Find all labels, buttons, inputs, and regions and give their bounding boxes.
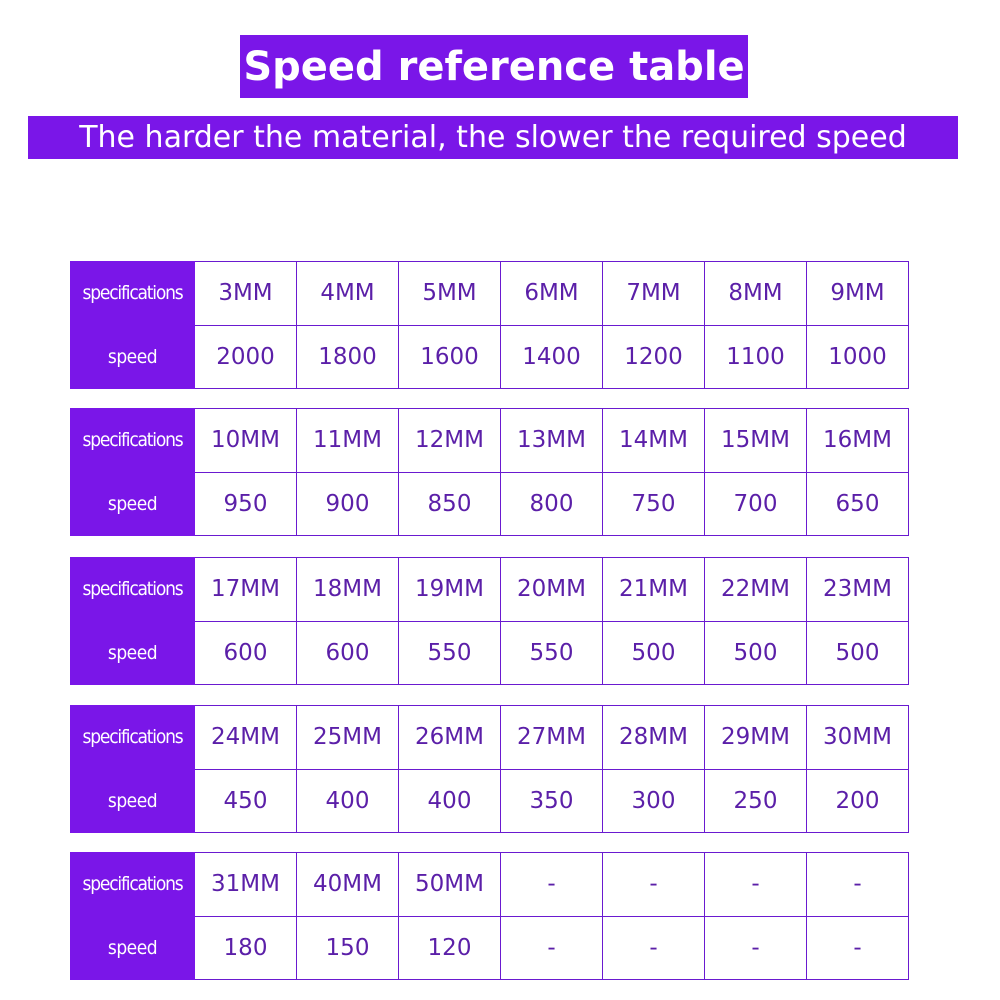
speed-cell: 300 [603, 769, 705, 833]
spec-cell: 23MM [807, 558, 909, 622]
spec-cell: 10MM [195, 409, 297, 473]
spec-row-label: specifications [71, 853, 195, 917]
speed-cell: 950 [195, 472, 297, 536]
speed-row [71, 621, 909, 685]
spec-row [71, 409, 909, 473]
speed-cell: - [501, 916, 603, 980]
spec-cell: 15MM [705, 409, 807, 473]
speed-table-4 [70, 705, 909, 833]
speed-cell: 900 [297, 472, 399, 536]
spec-cell: 28MM [603, 706, 705, 770]
spec-cell: - [807, 853, 909, 917]
spec-cell: 27MM [501, 706, 603, 770]
speed-table-3 [70, 557, 909, 685]
spec-cell: 29MM [705, 706, 807, 770]
speed-cell: 450 [195, 769, 297, 833]
speed-row [71, 769, 909, 833]
spec-cell: 7MM [603, 262, 705, 326]
speed-cell: 700 [705, 472, 807, 536]
speed-cell: 750 [603, 472, 705, 536]
speed-cell: 550 [501, 621, 603, 685]
speed-row-label: speed [71, 916, 195, 980]
spec-cell: 11MM [297, 409, 399, 473]
page-subtitle: The harder the material, the slower the required speed [28, 116, 958, 159]
speed-cell: 600 [297, 621, 399, 685]
spec-row [71, 706, 909, 770]
spec-cell: 5MM [399, 262, 501, 326]
speed-cell: 500 [603, 621, 705, 685]
speed-cell: 600 [195, 621, 297, 685]
speed-cell: 400 [399, 769, 501, 833]
spec-cell: 14MM [603, 409, 705, 473]
speed-cell: 250 [705, 769, 807, 833]
spec-row [71, 853, 909, 917]
spec-cell: 24MM [195, 706, 297, 770]
speed-cell: 350 [501, 769, 603, 833]
speed-cell: 650 [807, 472, 909, 536]
spec-cell: 50MM [399, 853, 501, 917]
spec-cell: 30MM [807, 706, 909, 770]
speed-cell: 500 [705, 621, 807, 685]
speed-cell: 1800 [297, 325, 399, 389]
spec-cell: 9MM [807, 262, 909, 326]
speed-cell: 180 [195, 916, 297, 980]
speed-cell: - [705, 916, 807, 980]
speed-cell: 1600 [399, 325, 501, 389]
spec-cell: 12MM [399, 409, 501, 473]
spec-cell: 4MM [297, 262, 399, 326]
speed-cell: 1000 [807, 325, 909, 389]
speed-row-label: speed [71, 325, 195, 389]
speed-cell: 200 [807, 769, 909, 833]
spec-row [71, 262, 909, 326]
spec-cell: - [603, 853, 705, 917]
spec-cell: 19MM [399, 558, 501, 622]
speed-cell: 150 [297, 916, 399, 980]
speed-cell: 500 [807, 621, 909, 685]
speed-cell: 400 [297, 769, 399, 833]
spec-row-label: specifications [71, 409, 195, 473]
speed-row [71, 472, 909, 536]
spec-row-label: specifications [71, 558, 195, 622]
speed-cell: 1100 [705, 325, 807, 389]
speed-cell: 1200 [603, 325, 705, 389]
spec-cell: 8MM [705, 262, 807, 326]
speed-cell: - [807, 916, 909, 980]
spec-cell: 26MM [399, 706, 501, 770]
spec-cell: - [501, 853, 603, 917]
speed-row-label: speed [71, 472, 195, 536]
speed-cell: 2000 [195, 325, 297, 389]
spec-cell: 20MM [501, 558, 603, 622]
speed-cell: 800 [501, 472, 603, 536]
speed-table-1 [70, 261, 909, 389]
speed-row [71, 916, 909, 980]
spec-cell: 13MM [501, 409, 603, 473]
spec-cell: 22MM [705, 558, 807, 622]
speed-cell: 850 [399, 472, 501, 536]
spec-cell: 17MM [195, 558, 297, 622]
speed-row [71, 325, 909, 389]
spec-cell: 25MM [297, 706, 399, 770]
spec-row [71, 558, 909, 622]
speed-cell: 550 [399, 621, 501, 685]
spec-row-label: specifications [71, 706, 195, 770]
speed-row-label: speed [71, 769, 195, 833]
spec-row-label: specifications [71, 262, 195, 326]
spec-cell: - [705, 853, 807, 917]
speed-cell: - [603, 916, 705, 980]
speed-cell: 120 [399, 916, 501, 980]
page-title: Speed reference table [240, 35, 748, 98]
speed-table-2 [70, 408, 909, 536]
spec-cell: 3MM [195, 262, 297, 326]
spec-cell: 31MM [195, 853, 297, 917]
speed-table-5 [70, 852, 909, 980]
speed-cell: 1400 [501, 325, 603, 389]
spec-cell: 16MM [807, 409, 909, 473]
spec-cell: 6MM [501, 262, 603, 326]
spec-cell: 40MM [297, 853, 399, 917]
spec-cell: 21MM [603, 558, 705, 622]
spec-cell: 18MM [297, 558, 399, 622]
speed-row-label: speed [71, 621, 195, 685]
